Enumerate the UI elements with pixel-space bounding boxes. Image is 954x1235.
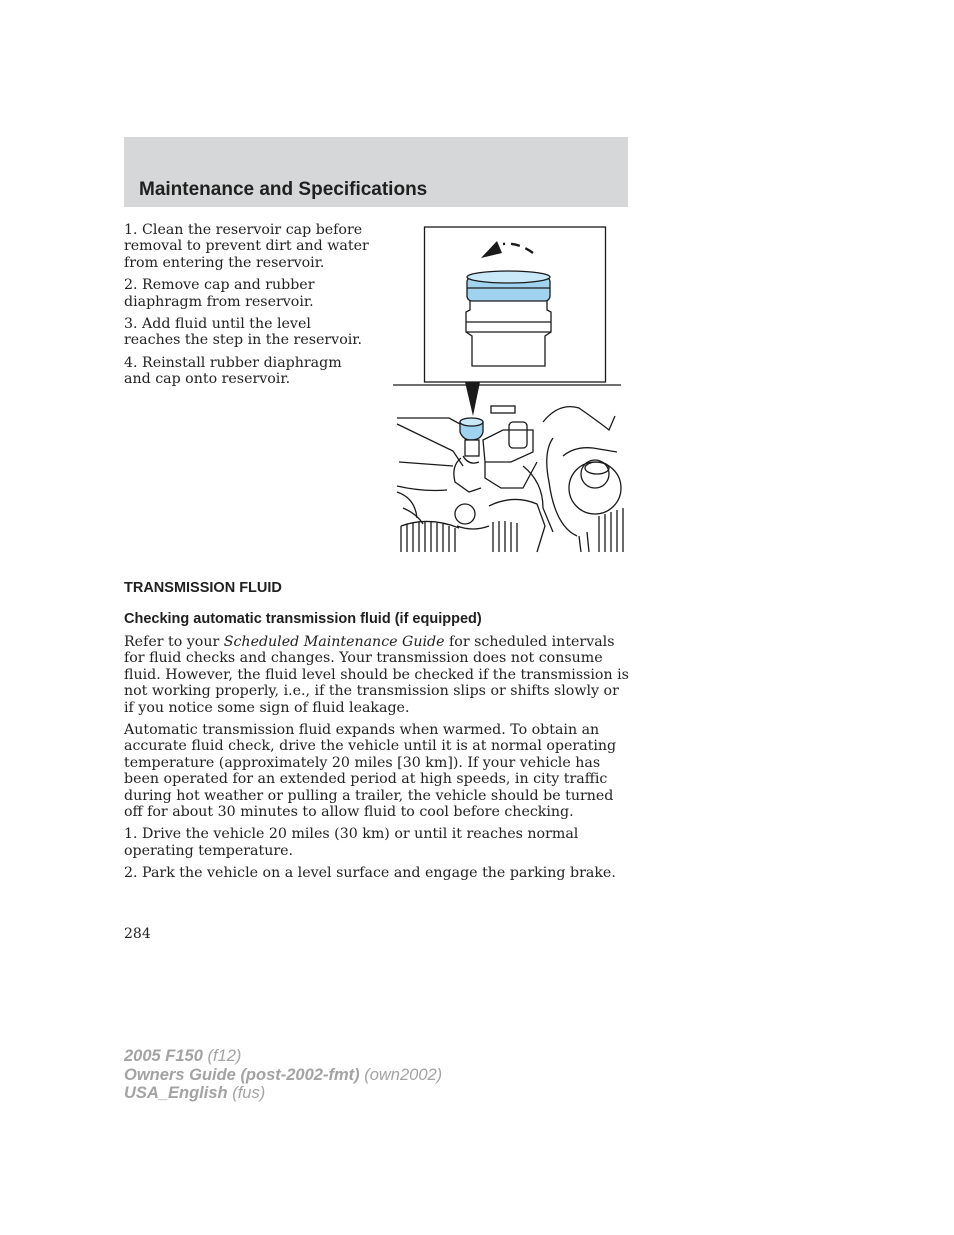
rotation-arrow-icon [503,244,533,253]
transmission-body [124,634,630,888]
inset-box [425,227,606,382]
section-title: Maintenance and Specifications [139,179,428,200]
paragraph-expansion: Automatic transmission fluid expands when warmed. To obtain an accurate fluid check, drive the vehicle until it is at normal operating temperature (approximately 20 miles [30 km]). If your vehicle has been operated for an extended period at high speeds, in city traffic during hot weather or pulling a trailer, the vehicle should be turned off for about 30 minutes to allow fluid to cool before checking. [124,722,617,821]
paragraph-intro: Refer to your Scheduled Maintenance Guide for scheduled intervals for fluid checks and changes. Your transmission does not consume fluid. However, the fluid level should be checked if the transmission is not working properly, i.e., if the transmission slips or shifts slowly or if you notice some sign of fluid leakage. [124,634,629,716]
arrow-head-icon [481,241,502,258]
step-2: 2. Remove cap and rubber diaphragm from reservoir. [124,277,315,310]
pointer-icon [465,382,480,416]
reservoir-cap-large [467,271,550,301]
check-step-1: 1. Drive the vehicle 20 miles (30 km) or until it reaches normal operating temperature. [124,826,579,859]
step-1: 1. Clean the reservoir cap before removal to prevent dirt and water from entering the reservoir. [124,222,369,271]
section-header-band [124,137,628,207]
maintenance-guide-title: Scheduled Maintenance Guide [223,634,445,650]
reservoir-cap-small [460,418,483,456]
document-footer: 2005 F150 (f12) Owners Guide (post-2002-fmt) (own2002) USA_English (fus) [124,1047,443,1102]
reservoir-steps [124,222,369,394]
reservoir-diagram [393,226,627,554]
step-4: 4. Reinstall rubber diaphragm and cap onto reservoir. [124,354,342,388]
transmission-fluid-heading: TRANSMISSION FLUID [124,580,282,596]
step-3: 3. Add fluid until the level reaches the step in the reservoir. [124,316,363,349]
checking-fluid-subheading: Checking automatic transmission fluid (if equipped) [124,611,482,627]
page-number: 284 [124,926,151,942]
check-step-2: 2. Park the vehicle on a level surface and engage the parking brake. [124,865,616,882]
reservoir-illustration [393,226,627,554]
reservoir-body [466,296,551,366]
